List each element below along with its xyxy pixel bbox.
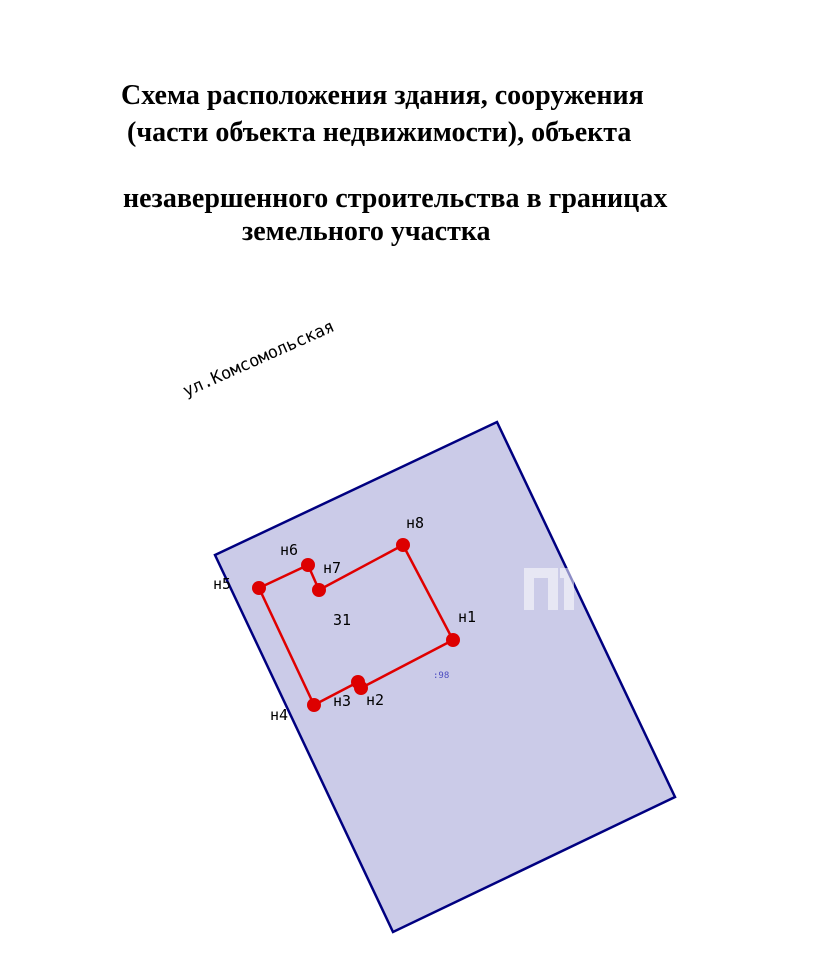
point-label-n5: н5 [213, 575, 232, 593]
point-marker-n5 [252, 581, 266, 595]
watermark [524, 568, 578, 610]
building-label: 31 [333, 611, 352, 629]
point-marker-n4 [307, 698, 321, 712]
point-label-n4: н4 [270, 706, 289, 724]
point-marker-n7 [312, 583, 326, 597]
point-label-n6: н6 [280, 541, 299, 559]
point-label-n7: н7 [323, 559, 342, 577]
point-marker-n6 [301, 558, 315, 572]
street-label: ул.Комсомольская [179, 316, 338, 402]
point-marker-n8 [396, 538, 410, 552]
parcel-label: :98 [433, 671, 450, 681]
point-label-n1: н1 [458, 608, 477, 626]
title-line-1: Схема расположения здания, сооружения [121, 80, 644, 111]
title-line-4: земельного участка [242, 216, 491, 247]
title-line-3: незавершенного строительства в границах [123, 183, 668, 214]
point-label-n2: н2 [366, 691, 385, 709]
title-line-2: (части объекта недвижимости), объекта [127, 117, 632, 148]
point-marker-n1 [446, 633, 460, 647]
point-label-n3: н3 [333, 692, 352, 710]
point-label-n8: н8 [406, 514, 425, 532]
point-marker-n3 [351, 675, 365, 689]
